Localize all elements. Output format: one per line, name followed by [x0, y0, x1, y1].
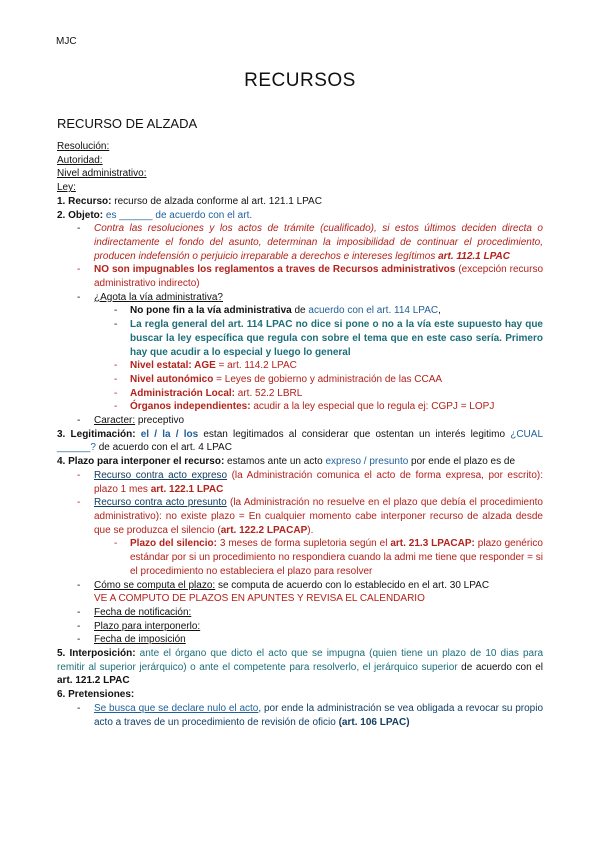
objeto-item-reglamentos: - NO son impugnables los reglamentos a traves de Recursos administrativos (excepción recurso administrativo indirecto) [77, 264, 544, 290]
author-initials: MJC [56, 36, 77, 47]
plazo-item-expreso: - Recurso contra acto expreso (la Administración comunica el acto de forma expresa, por escrito): plazo 1 mes art. 122.1 LPAC [77, 469, 543, 495]
plazo-item-fecha-imposicion: - Fecha de imposición [77, 634, 186, 646]
item-legitimacion: 3. Legitimación: el / la / los estan legitimados al considerar que ostentan un interés legitimo ¿CUAL ______? de acuerdo con el art. 4 LPAC [57, 428, 544, 454]
computo-note: VE A COMPUTO DE PLAZOS EN APUNTES Y REVISA EL CALENDARIO [94, 593, 425, 605]
item-recurso: 1. Recurso: recurso de alzada conforme al art. 121.1 LPAC [57, 195, 322, 207]
plazo-item-silencio: - Plazo del silencio: 3 meses de forma supletoria según el art. 21.3 LPACAP: plazo genérico estándar por si un procedimiento no respondiera cuando la admi me tiene que responder = si el procedimiento no estableciera el plazo para resolver [114, 538, 543, 577]
page-title: RECURSOS [244, 70, 356, 91]
plazo-item-plazo-interponer: - Plazo para interponerlo: [77, 620, 201, 632]
agota-item-organos-independientes: - Órganos independientes: acudir a la ley especial que lo regula ej: CGPJ = LOPJ [114, 401, 495, 413]
field-resolucion: Resolución: [57, 141, 110, 152]
section-title: RECURSO DE ALZADA [57, 116, 198, 131]
caracter-item: - Caracter: preceptivo [77, 415, 185, 427]
document-body [57, 140, 543, 729]
objeto-item-agota: - ¿Agota la vía administrativa? [77, 291, 223, 303]
item-interposicion: 5. Interposición: ante el órgano que dicto el acto que se impugna (quien tiene un plazo de 10 dias para remitir al superior jerárquico) o ante el competente para resolverlo, el jerárquico superior de acuerdo con el art. 121.2 LPAC [57, 648, 544, 687]
agota-item-nivel-autonomico: - Nivel autonómico = Leyes de gobierno y administración de las CCAA [114, 373, 443, 385]
agota-item-regla-general: - La regla general del art. 114 LPAC no dice si pone o no a la vía este supuesto hay que buscar la ley específica que regula con sobre el tema que en este caso sería. Primero hay que acudir a lo especial y luego lo general [114, 319, 543, 358]
plazo-item-presunto: - Recurso contra acto presunto (la Administración no resuelve en el plazo que debía el procedimiento administrativo): no existe plazo = En cualquier momento cabe interponer recurso de alzada desde que se produzca el silencio (art. 122.2 LPACAP). [77, 497, 543, 536]
plazo-item-computo: - Cómo se computa el plazo: se computa de acuerdo con lo establecido en el art. 30 LPAC VE A COMPUTO DE PLAZOS EN APUNTES Y REVISA EL CALENDARIO [77, 579, 490, 605]
objeto-item-actos: - Contra las resoluciones y los actos de trámite (cualificado), si estos últimos deciden directa o indirectamente el fondo del asunto, determinan la imposibilidad de continuar el procedimiento, producen indefensión o perjuicio irreparable a derechos e intereses legítimos art. 112.1 LPAC [77, 223, 543, 262]
agota-item-nivel-estatal: - Nivel estatal: AGE = art. 114.2 LPAC [114, 360, 297, 372]
agota-item-no-pone-fin: - No pone fin a la vía administrativa de acuerdo con el art. 114 LPAC, [114, 305, 441, 317]
plazo-item-fecha-notificacion: - Fecha de notificación: [77, 606, 192, 618]
item-plazo: 4. Plazo para interponer el recurso: estamos ante un acto expreso / presunto por ende el plazo es de [57, 456, 516, 468]
item-pretensiones: 6. Pretensiones: [57, 689, 135, 701]
agota-item-admin-local: - Administración Local: art. 52.2 LBRL [114, 387, 303, 399]
item-objeto: 2. Objeto: es ______ de acuerdo con el art. [57, 209, 253, 221]
pretensiones-item: - Se busca que se declare nulo el acto, por ende la administración se vea obligada a revocar su propio acto a traves de un procedimiento de revisión de oficio (art. 106 LPAC) [77, 702, 544, 728]
field-autoridad: Autoridad: [57, 154, 103, 166]
field-ley: Ley: [57, 182, 76, 194]
field-nivel: Nivel administrativo: [57, 168, 147, 180]
